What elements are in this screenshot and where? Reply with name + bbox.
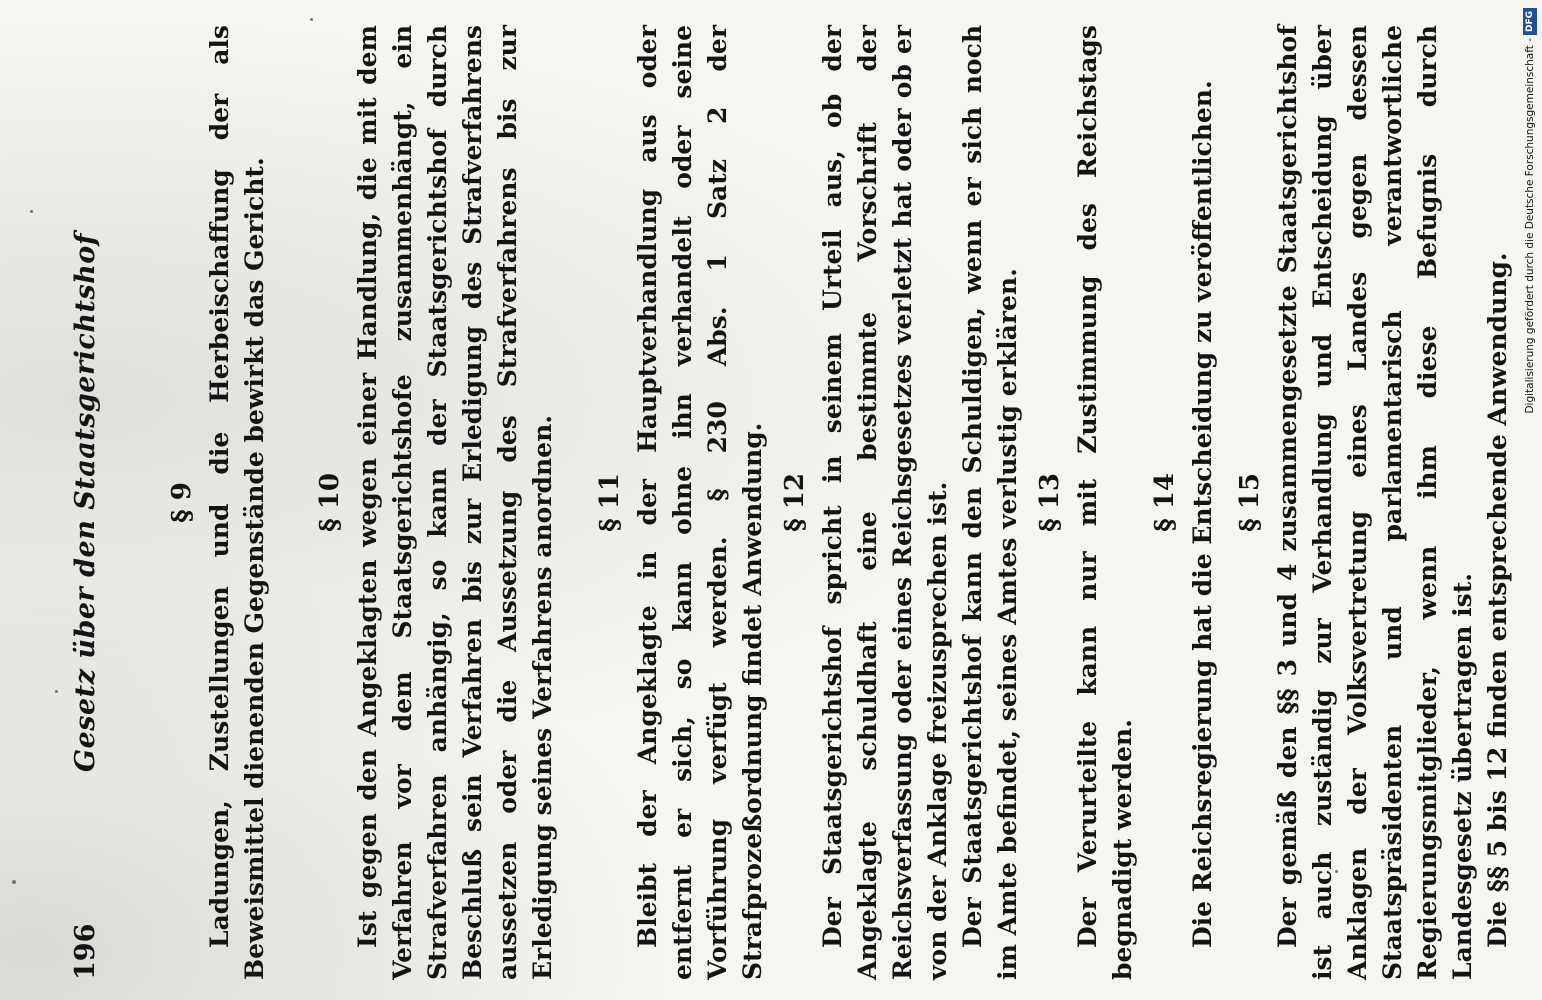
- paragraph: Die §§ 5 bis 12 finden entsprechende Anwendung.: [1483, 252, 1512, 948]
- section-title: § 15: [1235, 473, 1265, 532]
- section-12: [775, 25, 1025, 980]
- dfg-sidebar: [1522, 8, 1538, 414]
- page-header: [70, 25, 110, 980]
- section-10: [310, 25, 560, 980]
- paragraph: Der Verurteilte kann nur mit Zustimmung des Reichstags begnadigt werden.: [1073, 25, 1137, 980]
- section-15: [1230, 25, 1515, 980]
- section-title: § 10: [315, 473, 345, 532]
- paragraph: Bleibt der Angeklagte in der Hauptverhandlung aus oder entfernt er sich, so kann ohne ihn verhandelt oder seine Vorführung verfügt werden. § 230 Abs. 1 Satz 2 der Strafprozeßordnung findet Anwendung.: [633, 25, 767, 980]
- paragraph: Ist gegen den Angeklagten wegen einer Handlung, die mit dem Verfahren vor dem Staatsgerichtshofe zusammenhängt, ein Strafverfahren anhängig, so kann der Staatsgerichtshof durch Beschluß sein Verfahren bis zur Erledigung des Strafverfahrens aussetzen oder die Aussetzung des Strafverfahrens bis zur Erledigung seines Verfahrens anordnen.: [353, 25, 557, 980]
- printed-page: [70, 25, 1512, 980]
- section-title: § 11: [595, 473, 625, 532]
- section-11: [590, 25, 770, 980]
- section-title: § 14: [1150, 473, 1180, 532]
- paragraph: Die Reichsregierung hat die Entscheidung zu veröffentlichen.: [1188, 80, 1217, 948]
- section-title: § 13: [1035, 473, 1065, 532]
- scan-speck: [310, 18, 313, 21]
- dfg-sidebar-text: [1522, 8, 1538, 414]
- scan-speck: [30, 210, 33, 213]
- paragraph: Der Staatsgerichtshof spricht in seinem Urteil aus, ob der Angeklagte schuldhaft eine bestimmte Vorschrift der Reichsverfassung oder eines Reichsgesetzes verletzt hat oder ob er von der Anklage freizusprechen ist.: [818, 25, 952, 980]
- paragraph: Der Staatsgerichtshof kann den Schuldigen, wenn er sich noch im Amte befindet, seines Amtes verlustig erklären.: [958, 25, 1022, 980]
- paragraph: Ladungen, Zustellungen und die Herbeischaffung der als Beweismittel dienenden Gegenstände bewirkt das Gericht.: [205, 25, 269, 980]
- section-13: [1030, 25, 1140, 980]
- digitization-note: Digitalisierung gefördert durch die Deutsche Forschungsgemeinschaft -: [1524, 38, 1536, 414]
- dfg-logo: DFG: [1523, 8, 1537, 35]
- scan-speck: [55, 690, 58, 693]
- section-9: [162, 25, 272, 980]
- page-number: 196: [70, 923, 101, 980]
- running-head: Gesetz über den Staatsgerichtshof: [70, 233, 101, 772]
- section-title: § 12: [780, 473, 810, 532]
- section-title: § 9: [167, 482, 197, 523]
- scan-speck: [12, 880, 16, 884]
- paragraph: Der gemäß den §§ 3 und 4 zusammengesetzte Staatsgerichtshof ist auch zuständig zur Verhandlung und Entscheidung über Anklagen der Volksvertretung eines Landes gegen dessen Staatspräsidenten und parlamentarisch verantwortliche Regierungsmitglieder, wenn ihm diese Befugnis durch Landesgesetz übertragen ist.: [1273, 25, 1477, 980]
- section-14: [1145, 25, 1220, 980]
